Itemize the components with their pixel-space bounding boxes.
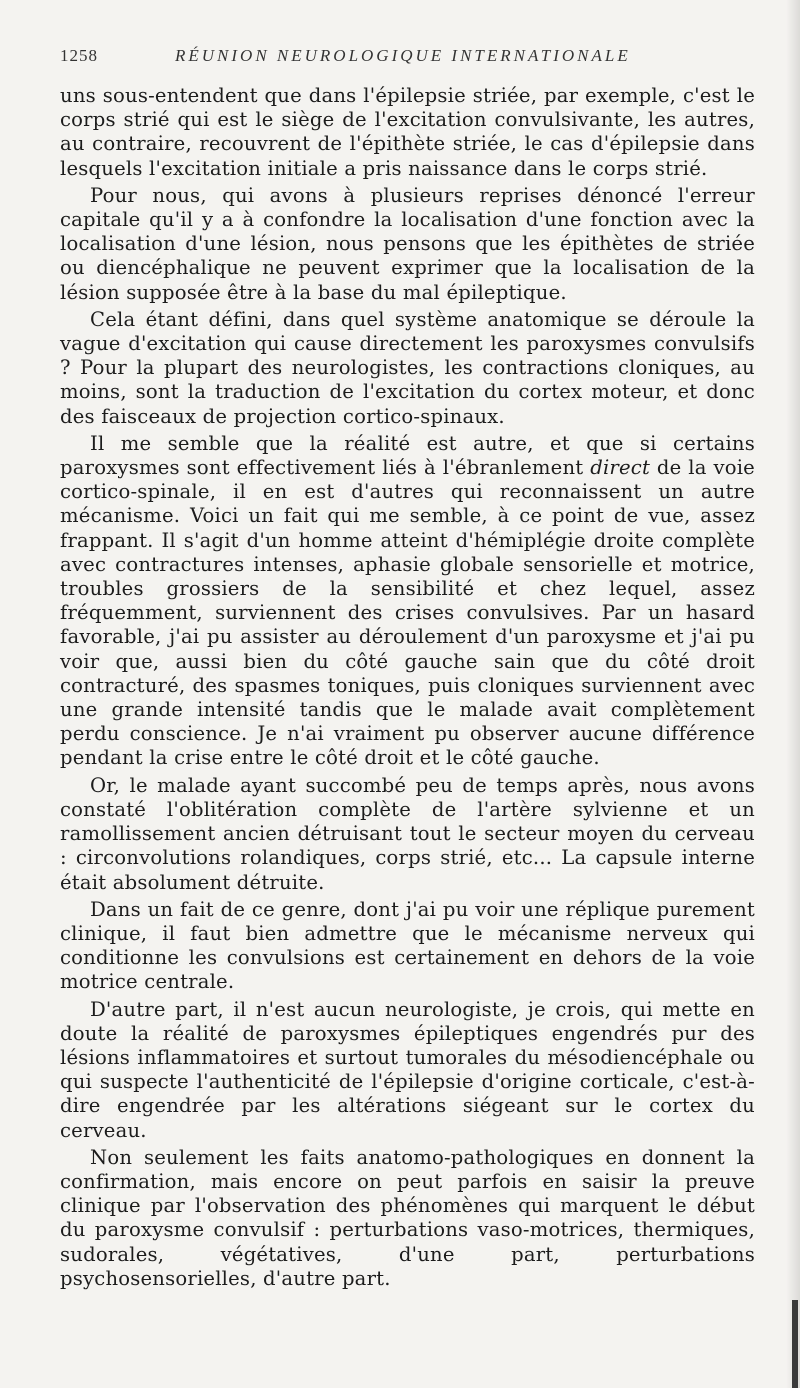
paragraph-5 bbox=[60, 774, 755, 895]
paragraph-text: Cela étant défini, dans quel système anatomique se déroule la vague d'excitation qui cause directement les paroxysmes convulsifs ? Pour la plupart des neurologistes, les contractions cloniques, au moins, sont la traduction de l'excitation du cortex moteur, et donc des faisceaux de projection cortico-spinaux. bbox=[60, 307, 755, 428]
paragraph-6 bbox=[60, 898, 755, 995]
page-edge-shadow bbox=[786, 0, 800, 1388]
paragraph-4 bbox=[60, 432, 755, 771]
paragraph-text: Il me semble que la réalité est autre, et que si certains paroxysmes sont effectivement liés à l'ébranlement bbox=[60, 431, 755, 480]
page-number: 1258 bbox=[60, 46, 98, 65]
paragraph-text: Dans un fait de ce genre, dont j'ai pu voir une réplique purement clinique, il faut bien admettre que le mécanisme nerveux qui conditionne les convulsions est certainement en dehors de la voie motrice centrale. bbox=[60, 897, 755, 994]
italic-emphasis: direct bbox=[590, 456, 651, 480]
body-text bbox=[60, 84, 755, 1294]
paragraph-text: D'autre part, il n'est aucun neurologiste, je crois, qui mette en doute la réalité de paroxysmes épileptiques engendrés pur des lésions inflammatoires et surtout tumorales du mésodiencéphale ou qui suspecte l'authenticité de l'épilepsie d'origine corticale, c'est-à-dire engendrée par les altérations siégeant sur le cortex du cerveau. bbox=[60, 997, 755, 1142]
paragraph-2 bbox=[60, 184, 755, 305]
page-header bbox=[60, 40, 750, 70]
paragraph-8 bbox=[60, 1146, 755, 1291]
paragraph-text: uns sous-entendent que dans l'épilepsie striée, par exemple, c'est le corps strié qui est le siège de l'excitation convulsivante, les autres, au contraire, recouvrent de l'épithète striée, le cas d'épilepsie dans lesquels l'excitation initiale a pris naissance dans le corps strié. bbox=[60, 84, 755, 180]
paragraph-1 bbox=[60, 84, 755, 181]
paragraph-text: Non seulement les faits anatomo-pathologiques en donnent la confirmation, mais encore on peut parfois en saisir la preuve clinique par l'observation des phénomènes qui marquent le début du paroxysme convulsif : perturbations vaso-motrices, thermiques, sudorales, végétatives, d'une part, perturbations psychosensorielles, d'autre part. bbox=[60, 1145, 755, 1290]
paragraph-text: Or, le malade ayant succombé peu de temps après, nous avons constaté l'oblitération complète de l'artère sylvienne et un ramollissement ancien détruisant tout le secteur moyen du cerveau : circonvolutions rolandiques, corps strié, etc... La capsule interne était absolument détruite. bbox=[60, 773, 755, 894]
paragraph-text: Pour nous, qui avons à plusieurs reprises dénoncé l'erreur capitale qu'il y a à confondre la localisation d'une fonction avec la localisation d'une lésion, nous pensons que les épithètes de striée ou diencéphalique ne peuvent exprimer que la localisation de la lésion supposée être à la base du mal épileptique. bbox=[60, 183, 755, 304]
page-edge-mark bbox=[792, 1300, 798, 1388]
paragraph-text-continued: de la voie cortico-spinale, il en est d'autres qui reconnaissent un autre mécanisme. Voici un fait qui me semble, à ce point de vue, assez frappant. Il s'agit d'un homme atteint d'hémiplégie droite complète avec contractures intenses, aphasie globale sensorielle et motrice, troubles grossiers de la sensibilité et chez lequel, assez fréquemment, surviennent des crises convulsives. Par un hasard favorable, j'ai pu assister au déroulement d'un paroxysme et j'ai pu voir que, aussi bien du côté gauche sain que du côté droit contracturé, des spasmes toniques, puis cloniques surviennent avec une grande intensité tandis que le malade avait complètement perdu conscience. Je n'ai vraiment pu observer aucune différence pendant la crise entre le côté droit et le côté gauche. bbox=[60, 456, 755, 770]
paragraph-7 bbox=[60, 998, 755, 1143]
paragraph-3 bbox=[60, 308, 755, 429]
running-title: RÉUNION NEUROLOGIQUE INTERNATIONALE bbox=[175, 46, 631, 65]
